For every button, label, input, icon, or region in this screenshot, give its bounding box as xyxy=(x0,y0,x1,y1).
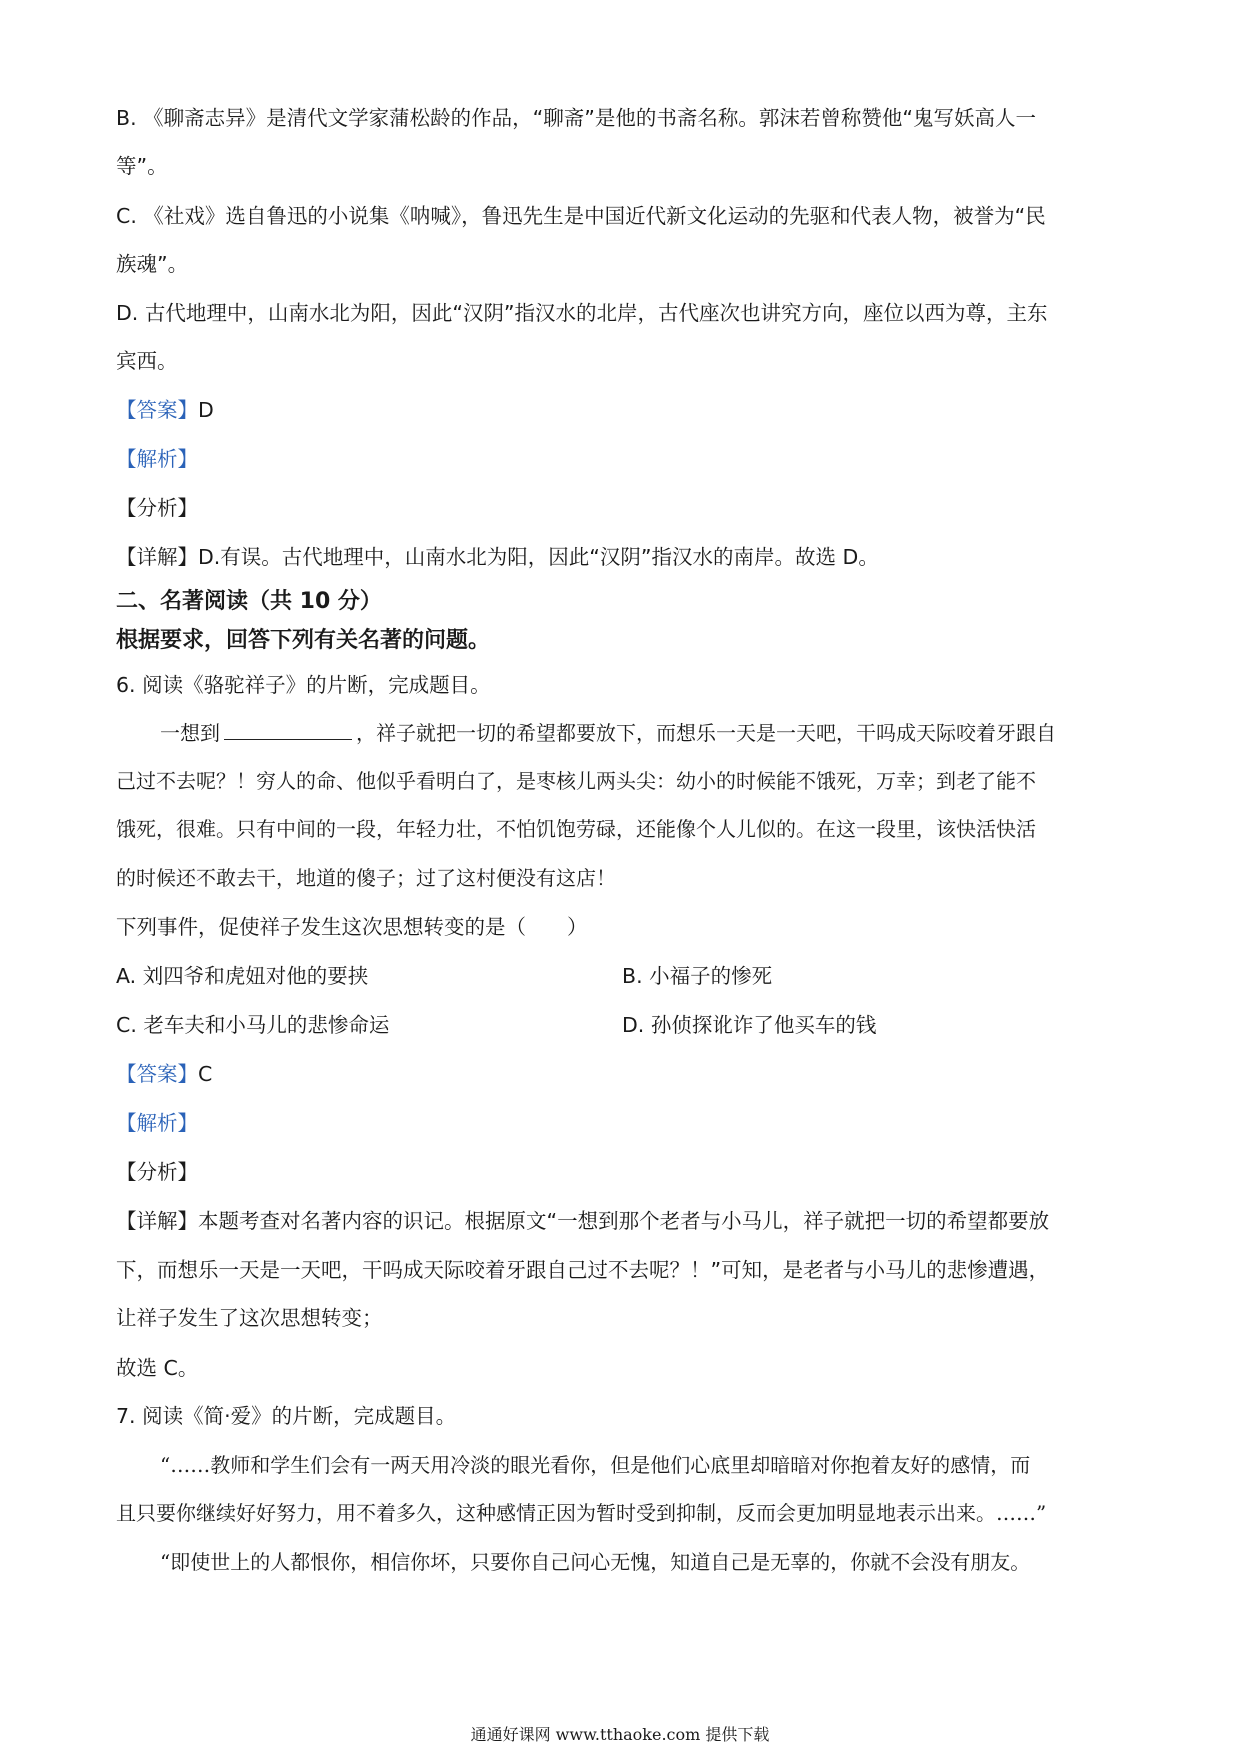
q5-option-d-line2: 宾西。 xyxy=(116,349,178,373)
q6-stem: 6. 阅读《骆驼祥子》的片断，完成题目。 xyxy=(116,673,491,697)
detail-tag: 【详解】 xyxy=(116,1209,198,1233)
fill-blank[interactable] xyxy=(224,719,352,740)
section-instruction: 根据要求，回答下列有关名著的问题。 xyxy=(116,628,491,653)
q5-detail xyxy=(116,543,879,571)
q6-passage-line4: 的时候还不敢去干，地道的傻子；过了这村便没有这店！ xyxy=(116,866,616,890)
q6-detail-line3: 让祥子发生了这次思想转变； xyxy=(116,1306,383,1330)
q5-fenxi-tag: 【分析】 xyxy=(116,496,198,520)
q6-passage-rest: ，祥子就把一切的希望都要放下，而想乐一天是一天吧，干吗成天际咬着牙跟自 xyxy=(356,721,1056,745)
q6-answer xyxy=(116,1060,212,1088)
q5-answer xyxy=(116,396,214,424)
q5-option-c-line2: 族魂”。 xyxy=(116,252,189,276)
q6-detail-line1 xyxy=(116,1207,1049,1235)
q6-question: 下列事件，促使祥子发生这次思想转变的是（ ） xyxy=(116,915,588,939)
q6-passage-line3: 饿死，很难。只有中间的一段，年轻力壮，不怕饥饱劳碌，还能像个人儿似的。在这一段里，该快活快活 xyxy=(116,817,1036,841)
q6-detail-line2: 下，而想乐一天是一天吧，干吗成天际咬着牙跟自己过不去呢？！”可知，是老者与小马儿的悲惨遭遇， xyxy=(116,1258,1050,1282)
answer-tag: 【答案】 xyxy=(116,398,198,422)
q5-option-b-line1: B. 《聊斋志异》是清代文学家蒲松龄的作品，“聊斋”是他的书斋名称。郭沫若曾称赞他“鬼写妖高人一 xyxy=(116,106,1036,130)
detail-tag: 【详解】 xyxy=(116,545,198,569)
q5-jiexi-tag: 【解析】 xyxy=(116,447,198,471)
q6-option-b: B. 小福子的惨死 xyxy=(622,964,773,988)
q7-passage-line2: 且只要你继续好好努力，用不着多久，这种感情正因为暂时受到抑制，反而会更加明显地表示出来。……” xyxy=(116,1501,1047,1525)
section-title: 二、名著阅读（共 10 分） xyxy=(116,589,382,614)
q6-option-a: A. 刘四爷和虎妞对他的要挟 xyxy=(116,964,369,988)
answer-tag: 【答案】 xyxy=(116,1062,198,1086)
q5-option-b-line2: 等”。 xyxy=(116,154,168,178)
q7-passage-line1: “……教师和学生们会有一两天用冷淡的眼光看你，但是他们心底里却暗暗对你抱着友好的感情，而 xyxy=(160,1453,1031,1477)
answer-value: C xyxy=(198,1062,213,1086)
q5-option-c-line1: C. 《社戏》选自鲁迅的小说集《呐喊》，鲁迅先生是中国近代新文化运动的先驱和代表人物，被誉为“民 xyxy=(116,204,1046,228)
q6-passage-start: 一想到 xyxy=(160,721,220,745)
q6-option-d: D. 孙侦探讹诈了他买车的钱 xyxy=(622,1013,877,1037)
footer-watermark: 通通好课网 www.tthaoke.com 提供下载 xyxy=(470,1725,770,1744)
q6-option-c: C. 老车夫和小马儿的悲惨命运 xyxy=(116,1013,390,1037)
q7-passage-line3: “即使世上的人都恨你，相信你坏，只要你自己问心无愧，知道自己是无辜的，你就不会没有朋友。 xyxy=(160,1550,1031,1574)
q6-jiexi-tag: 【解析】 xyxy=(116,1111,198,1135)
q6-detail-line4: 故选 C。 xyxy=(116,1356,199,1380)
detail-text: D.有误。古代地理中，山南水北为阳，因此“汉阴”指汉水的南岸。故选 D。 xyxy=(198,545,879,569)
q6-passage-line1 xyxy=(160,719,1056,747)
detail-text: 本题考查对名著内容的识记。根据原文“一想到那个老者与小马儿，祥子就把一切的希望都要放 xyxy=(198,1209,1050,1233)
q6-fenxi-tag: 【分析】 xyxy=(116,1160,198,1184)
q7-stem: 7. 阅读《简·爱》的片断，完成题目。 xyxy=(116,1404,457,1428)
q5-option-d-line1: D. 古代地理中，山南水北为阳，因此“汉阴”指汉水的北岸，古代座次也讲究方向，座位以西为尊，主东 xyxy=(116,301,1048,325)
answer-value: D xyxy=(198,398,214,422)
q6-passage-line2: 己过不去呢？！穷人的命、他似乎看明白了，是枣核儿两头尖：幼小的时候能不饿死，万幸；到老了能不 xyxy=(116,769,1036,793)
